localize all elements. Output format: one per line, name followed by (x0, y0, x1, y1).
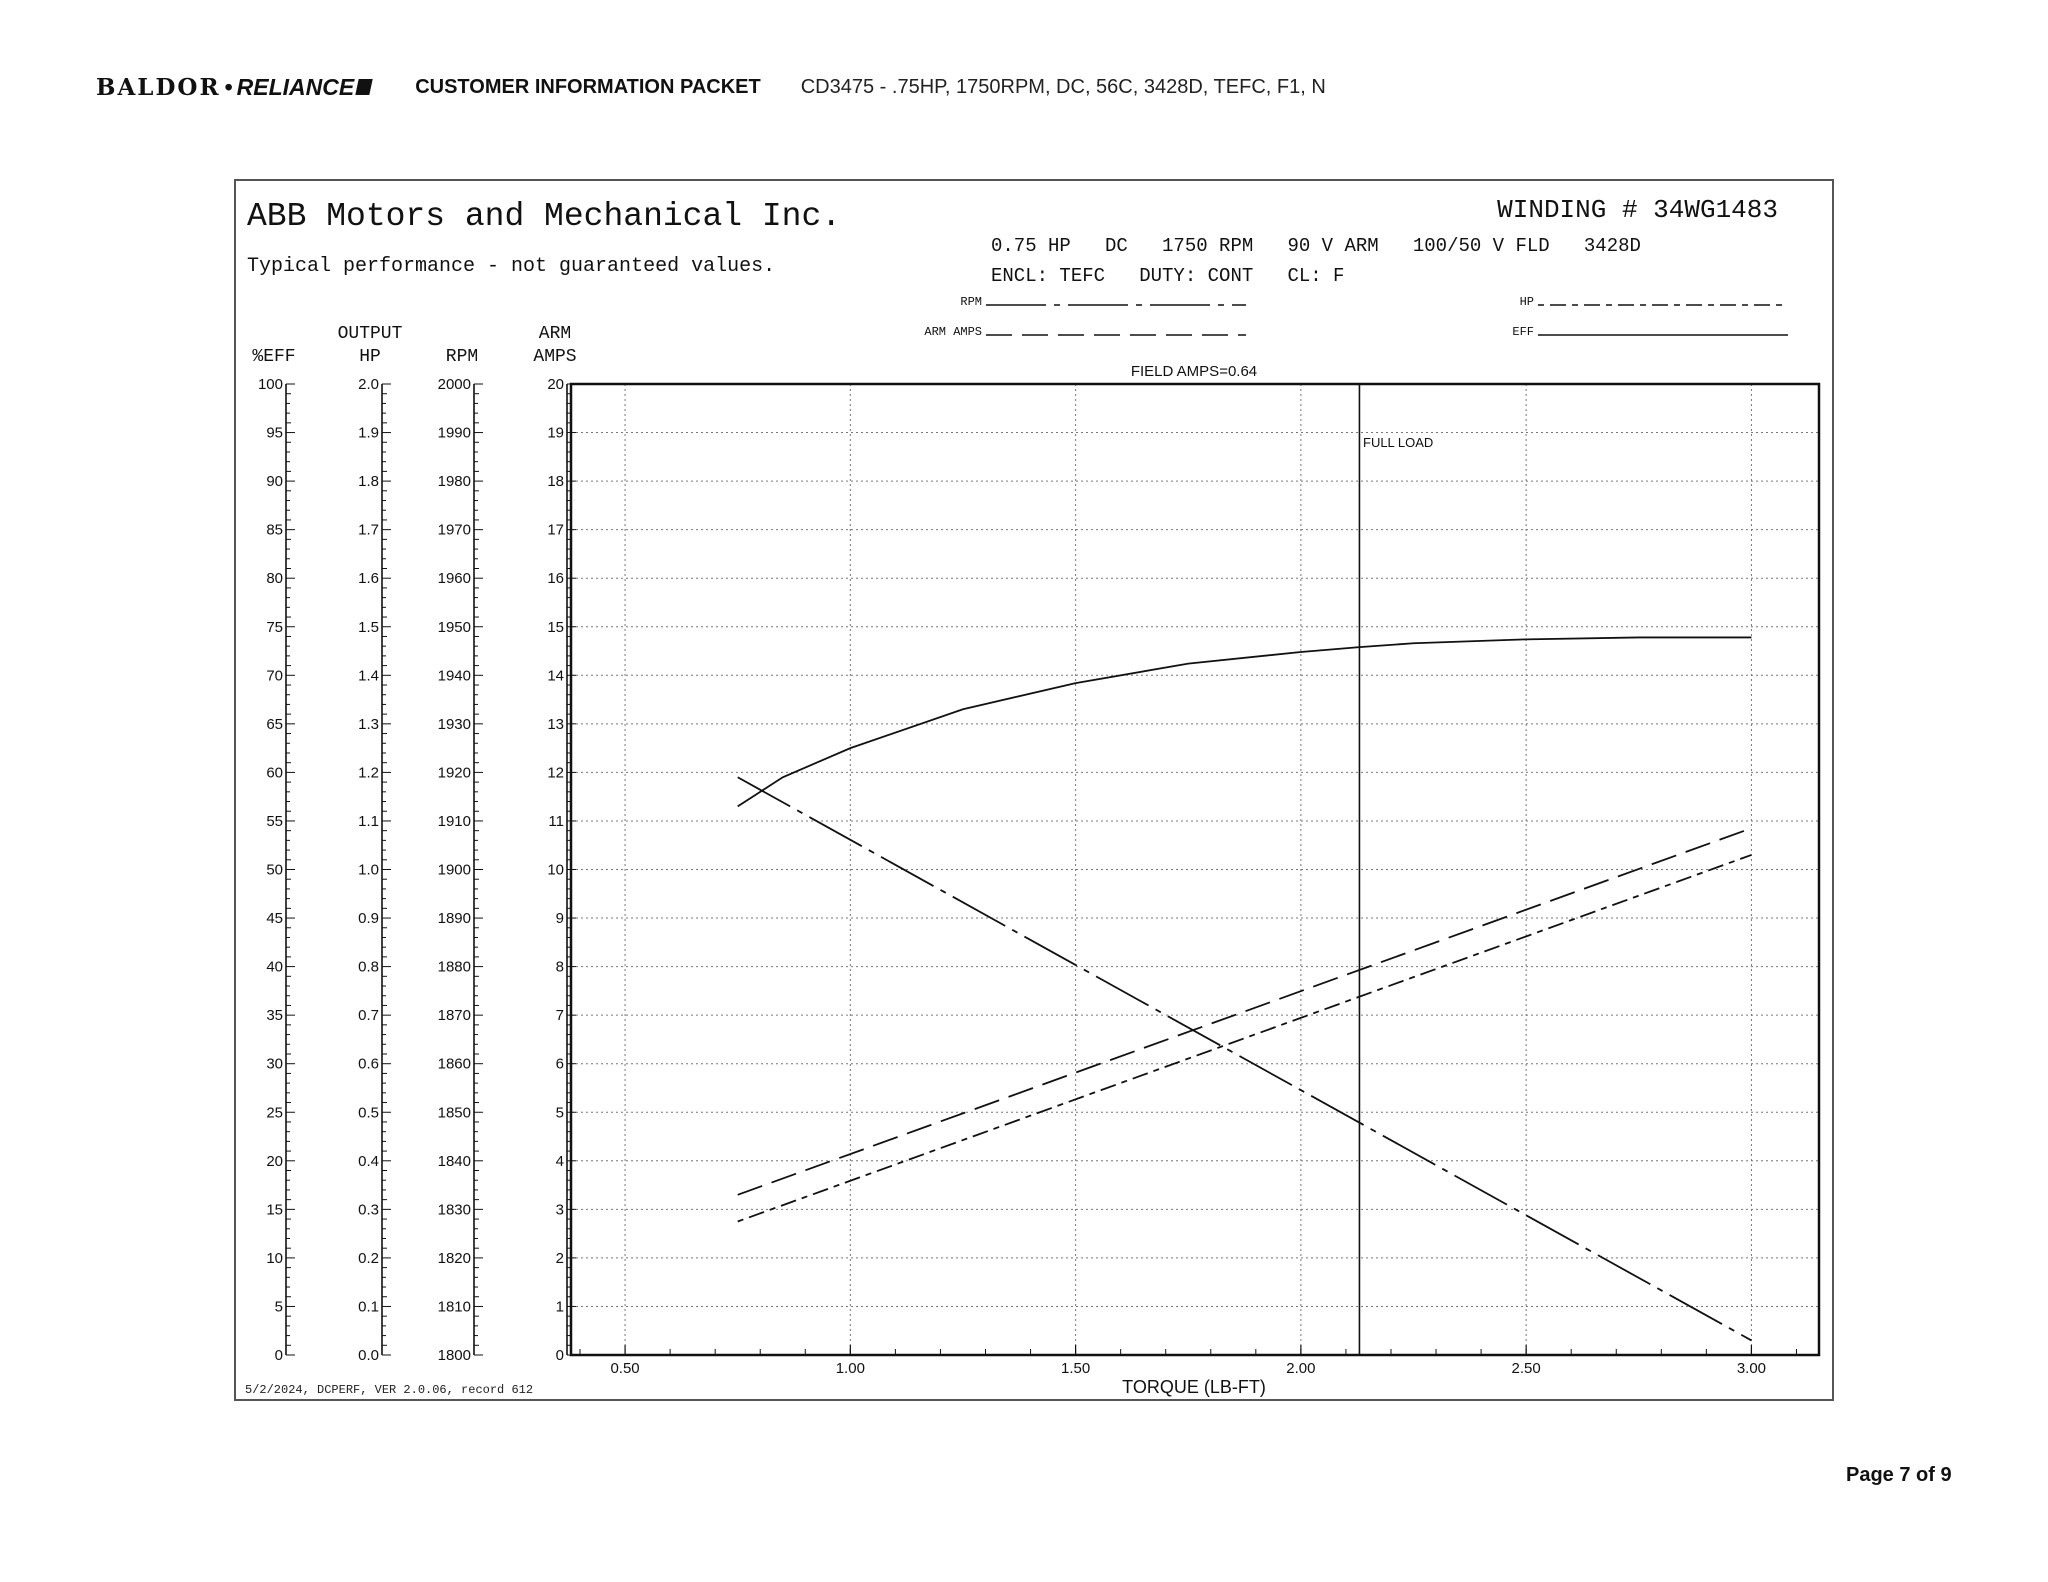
y-tick-label-rpm: 1820 (437, 1249, 471, 1267)
page-header (96, 72, 1326, 102)
y-tick-label-amps: 6 (555, 1055, 564, 1073)
brand-separator: • (224, 73, 233, 100)
y-tick-label-hp: 1.7 (358, 521, 379, 539)
y-tick-label-amps: 17 (547, 521, 564, 539)
brand-baldor: BALDOR (96, 73, 221, 101)
model-description: CD3475 - .75HP, 1750RPM, DC, 56C, 3428D, TEFC, F1, N (800, 75, 1326, 98)
y-tick-label-rpm: 1890 (437, 910, 471, 928)
x-axis-title: TORQUE (LB-FT) (1122, 1377, 1266, 1397)
y-tick-label-rpm: 1990 (437, 424, 471, 442)
y-tick-label-hp: 1.1 (358, 812, 379, 830)
y-tick-label-hp: 1.5 (358, 618, 379, 636)
y-tick-label-eff: 75 (266, 618, 283, 636)
y-tick-label-rpm: 1940 (437, 667, 471, 685)
y-tick-label-hp: 0.9 (358, 910, 379, 928)
y-tick-label-eff: 85 (266, 521, 283, 539)
legend-label-eff: EFF (1512, 325, 1534, 339)
y-tick-label-amps: 12 (547, 764, 564, 782)
y-tick-label-hp: 0.3 (358, 1201, 379, 1219)
y-tick-label-amps: 9 (555, 910, 564, 928)
y-tick-label-amps: 13 (547, 715, 564, 733)
y-tick-label-amps: 8 (555, 958, 564, 976)
y-axis-rpm (438, 347, 483, 1364)
y-tick-label-amps: 15 (547, 618, 564, 636)
y-tick-label-eff: 70 (266, 667, 283, 685)
performance-chart (236, 181, 1836, 1403)
y-tick-label-amps: 14 (547, 667, 564, 685)
legend-item-amps (924, 325, 1246, 339)
y-axis-header-rpm: RPM (445, 347, 479, 367)
series-line-hp (738, 855, 1752, 1222)
y-tick-label-rpm: 1850 (437, 1104, 471, 1122)
y-axis-header-hp: HP (359, 347, 381, 367)
y-tick-label-eff: 40 (266, 958, 283, 976)
y-tick-label-eff: 50 (266, 861, 283, 879)
y-tick-label-rpm: 2000 (437, 376, 471, 393)
x-tick-label: 2.50 (1511, 1360, 1541, 1377)
x-tick-label: 1.00 (835, 1360, 865, 1377)
y-tick-label-rpm: 1870 (437, 1007, 471, 1025)
y-tick-label-eff: 90 (266, 473, 283, 491)
y-tick-label-hp: 0.2 (358, 1249, 379, 1267)
y-tick-label-eff: 80 (266, 570, 283, 588)
legend-label-amps: ARM AMPS (924, 325, 982, 339)
y-tick-label-amps: 11 (548, 812, 564, 830)
series-line-eff (738, 637, 1752, 806)
y-tick-label-rpm: 1840 (437, 1152, 471, 1170)
y-tick-label-amps: 19 (547, 424, 564, 442)
x-tick-label: 2.00 (1286, 1360, 1316, 1377)
y-tick-label-eff: 10 (266, 1249, 283, 1267)
y-tick-label-amps: 1 (555, 1298, 564, 1316)
y-tick-label-amps: 16 (547, 570, 564, 588)
y-tick-label-eff: 5 (274, 1298, 283, 1316)
y-tick-label-hp: 0.5 (358, 1104, 379, 1122)
y-axis-header-hp: OUTPUT (337, 324, 403, 344)
y-tick-label-amps: 7 (555, 1007, 564, 1025)
y-axis-eff (252, 347, 295, 1364)
y-tick-label-rpm: 1900 (437, 861, 471, 879)
y-tick-label-eff: 45 (266, 910, 283, 928)
y-tick-label-amps: 2 (555, 1249, 564, 1267)
full-load-label: FULL LOAD (1363, 435, 1434, 450)
y-tick-label-amps: 0 (555, 1347, 564, 1364)
y-tick-label-hp: 1.8 (358, 473, 379, 491)
y-tick-label-rpm: 1930 (437, 715, 471, 733)
company-name: ABB Motors and Mechanical Inc. (247, 198, 842, 235)
legend-label-rpm: RPM (960, 295, 982, 309)
y-tick-label-rpm: 1980 (437, 473, 471, 491)
page-number: Page 7 of 9 (1846, 1464, 1952, 1486)
y-tick-label-rpm: 1830 (437, 1201, 471, 1219)
x-tick-label: 3.00 (1736, 1360, 1767, 1377)
y-tick-label-amps: 4 (555, 1152, 564, 1170)
legend-item-eff (1512, 325, 1788, 339)
y-tick-label-hp: 0.0 (358, 1347, 379, 1364)
y-tick-label-eff: 60 (266, 764, 283, 782)
legend-item-rpm (960, 295, 1246, 309)
y-tick-label-rpm: 1960 (437, 570, 471, 588)
y-tick-label-eff: 30 (266, 1055, 283, 1073)
y-tick-label-rpm: 1810 (437, 1298, 471, 1316)
spec-line-2: ENCL: TEFC DUTY: CONT CL: F (991, 265, 1345, 287)
footer-record: 5/2/2024, DCPERF, VER 2.0.06, record 612 (245, 1383, 534, 1397)
y-axis-header-eff: %EFF (252, 347, 296, 367)
series-line-amps (738, 828, 1752, 1195)
y-tick-label-rpm: 1950 (437, 618, 471, 636)
y-tick-label-rpm: 1910 (437, 812, 471, 830)
chart-subtitle: Typical performance - not guaranteed values. (247, 255, 776, 278)
y-tick-label-hp: 0.7 (358, 1007, 379, 1025)
y-tick-label-amps: 18 (547, 473, 564, 491)
y-tick-label-eff: 0 (274, 1347, 283, 1364)
y-tick-label-rpm: 1880 (437, 958, 471, 976)
y-tick-label-eff: 20 (266, 1152, 283, 1170)
y-tick-label-hp: 1.9 (358, 424, 379, 442)
y-tick-label-hp: 0.4 (358, 1152, 379, 1170)
field-amps-label: FIELD AMPS=0.64 (1130, 363, 1258, 380)
y-axes-group (252, 324, 576, 1364)
y-axis-header-amps: ARM (538, 324, 572, 344)
y-tick-label-hp: 1.0 (358, 861, 379, 879)
y-tick-label-hp: 0.6 (358, 1055, 379, 1073)
x-tick-label: 1.50 (1061, 1360, 1091, 1377)
y-tick-label-amps: 3 (555, 1201, 564, 1219)
series-line-rpm (738, 777, 1752, 1340)
y-tick-label-hp: 2.0 (358, 376, 379, 393)
x-tick-label: 0.50 (610, 1360, 640, 1377)
chart-series-group (738, 637, 1752, 1340)
chart-gridlines (571, 384, 1819, 1355)
chart-legend (924, 295, 1788, 339)
y-tick-label-eff: 65 (266, 715, 283, 733)
y-tick-label-eff: 15 (266, 1201, 283, 1219)
y-tick-label-rpm: 1860 (437, 1055, 471, 1073)
spec-line-1: 0.75 HP DC 1750 RPM 90 V ARM 100/50 V FLD 3428D (991, 235, 1641, 257)
y-tick-label-eff: 95 (266, 424, 283, 442)
legend-label-hp: HP (1519, 295, 1534, 309)
y-tick-label-hp: 0.1 (358, 1298, 379, 1316)
y-tick-label-hp: 0.8 (358, 958, 379, 976)
y-tick-label-eff: 35 (266, 1007, 283, 1025)
brand-reliance: RELIANCE (236, 73, 355, 100)
packet-title: CUSTOMER INFORMATION PACKET (415, 75, 761, 98)
brand-logo-mark (355, 79, 372, 95)
performance-chart-frame (234, 179, 1834, 1401)
y-tick-label-amps: 10 (547, 861, 564, 879)
y-axis-header-amps: AMPS (533, 347, 577, 367)
y-tick-label-eff: 100 (257, 376, 283, 393)
legend-item-hp (1520, 295, 1788, 309)
y-tick-label-eff: 25 (266, 1104, 283, 1122)
y-tick-label-hp: 1.2 (358, 764, 379, 782)
y-tick-label-amps: 20 (547, 376, 564, 393)
winding-number: WINDING # 34WG1483 (1497, 195, 1778, 225)
y-tick-label-hp: 1.3 (358, 715, 379, 733)
y-tick-label-hp: 1.4 (358, 667, 379, 685)
y-tick-label-amps: 5 (555, 1104, 564, 1122)
x-axis-group (580, 1345, 1796, 1377)
y-tick-label-rpm: 1800 (437, 1347, 471, 1364)
y-tick-label-hp: 1.6 (358, 570, 379, 588)
y-tick-label-eff: 55 (266, 812, 283, 830)
y-tick-label-rpm: 1970 (437, 521, 471, 539)
y-tick-label-rpm: 1920 (437, 764, 471, 782)
y-axis-hp (338, 324, 403, 1364)
